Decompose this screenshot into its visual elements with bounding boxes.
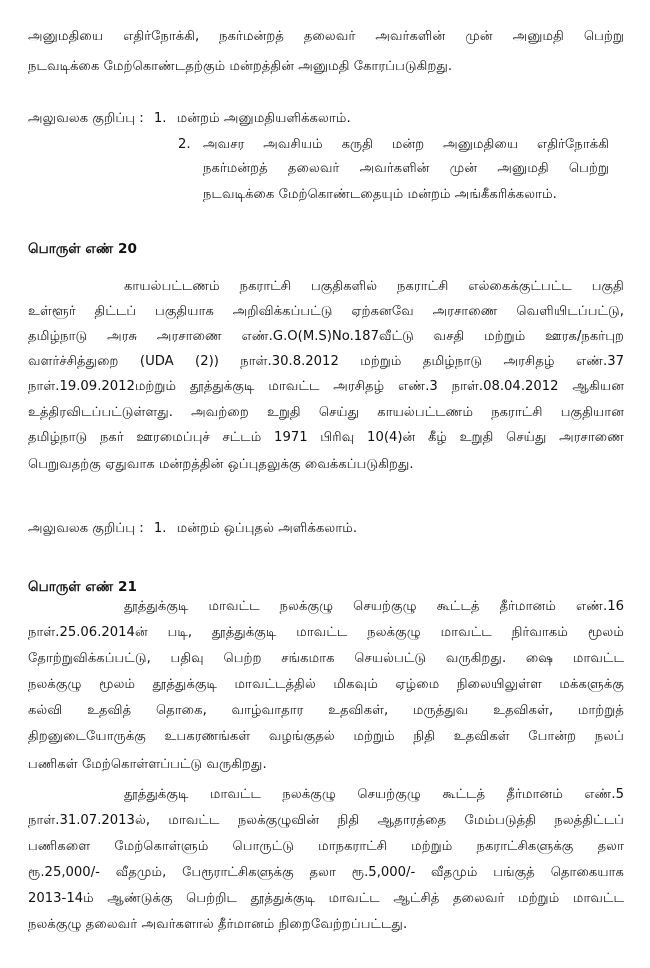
office-note-item-2-number: 2. [178,137,191,152]
subject-21-para-1-line: தூத்துக்குடி மாவட்ட நலக்குழு செயற்குழு கூட்டத் தீர்மானம் எண்.16 [124,599,624,614]
subject-20-line: தமிழ்நாடு நகர் ஊரமைப்புச் சட்டம் 1971 பிரிவு 10(4)ன் கீழ் உறுதி செய்து அரசாணை [28,430,624,445]
office-note-item-2-line-1: அவசர அவசியம் கருதி மன்ற அனுமதியை எதிர்நோக்கி [203,137,609,152]
subject-20-line: பெறுவதற்கு ஏதுவாக மன்றத்தின் ஒப்புதலுக்கு வைக்கப்படுகிறது. [28,457,414,472]
subject-20-line: நாள்.19.09.2012மற்றும் தூத்துக்குடி மாவட்ட அரசிதழ் எண்.3 நாள்.08.04.2012 ஆகியன [28,379,624,394]
subject-20-heading: பொருள் எண் 20 [28,241,137,257]
office-note-1-row [28,110,351,128]
subject-21-para-1-line: நலக்குழு மூலம் தூத்துக்குடி மாவட்டத்தில் மிகவும் ஏழ்மை நிலையிலுள்ள மக்களுக்கு [28,677,624,692]
subject-20-line: உத்திரவிடப்பட்டுள்ளது. அவற்றை உறுதி செய்து காயல்பட்டணம் நகராட்சி பகுதியான [28,405,624,420]
intro-line-1: அனுமதியை எதிர்நோக்கி, நகர்மன்றத் தலைவர் அவர்களின் முன் அனுமதி பெற்று [28,29,624,44]
subject-20-line: உள்ளூர் திட்டப் பகுதியாக அறிவிக்கப்பட்டு ஏற்கனவே அரசாணை வெளியிடப்பட்டு, [28,304,624,319]
subject-21-para-2-line: நலக்குழு தலைவர் அவர்களால் தீர்மானம் நிறைவேற்றப்பட்டது. [28,917,408,932]
office-note-item-number: 1. [153,111,167,126]
office-note-item-text: மன்றம் ஒப்புதல் அளிக்கலாம். [176,521,358,536]
subject-21-para-1-line: கல்வி உதவித் தொகை, வாழ்வாதார உதவிகள், மருத்துவ உதவிகள், மாற்றுத் [28,703,624,718]
office-note-item-2-line-2: நகர்மன்றத் தலைவர் அவர்களின் முன் அனுமதி பெற்று [203,161,609,176]
subject-20-line: காயல்பட்டணம் நகராட்சி பகுதிகளில் நகராட்சி எல்கைக்குட்பட்ட பகுதி [124,279,624,294]
subject-20-line: வளர்ச்சித்துறை (UDA (2)) நாள்.30.8.2012 மற்றும் தமிழ்நாடு அரசிதழ் எண்.37 [28,354,624,369]
office-note-item-2-line-3: நடவடிக்கை மேற்கொண்டதையும் மன்றம் அங்கீகரிக்கலாம். [203,187,557,202]
subject-21-para-2-line: 2013-14ம் ஆண்டுக்கு பெற்றிட தூத்துக்குடி மாவட்ட ஆட்சித் தலைவர் மற்றும் மாவட்ட [28,891,624,906]
office-note-2-row [28,520,357,538]
office-note-item-text: மன்றம் அனுமதியளிக்கலாம். [176,111,351,126]
subject-21-para-1-line: நாள்.25.06.2014ன் படி, தூத்துக்குடி மாவட்ட நலக்குழு மாவட்ட நிர்வாகம் மூலம் [28,625,624,640]
subject-21-para-1-line: பணிகள் மேற்கொள்ளப்பட்டு வருகிறது. [28,757,267,772]
office-note-label: அலுவலக குறிப்பு : [28,111,144,126]
intro-line-2: நடவடிக்கை மேற்கொண்டதற்கும் மன்றத்தின் அனுமதி கோரப்படுகிறது. [28,59,453,74]
subject-21-para-1-line: திறனுடையோருக்கு உபகரணங்கள் வழங்குதல் மற்றும் நிதி உதவிகள் போன்ற நலப் [28,729,624,744]
subject-21-para-1-line: தோற்றுவிக்கப்பட்டு, பதிவு பெற்ற சங்கமாக செயல்பட்டு வருகிறது. ஷை மாவட்ட [28,651,624,666]
office-note-item-number: 1. [153,521,167,536]
subject-21-para-2-line: ரூ.25,000/- வீதமும், பேரூராட்சிகளுக்கு தலா ரூ.5,000/- வீதமும் பங்குத் தொகையாக [28,865,624,880]
subject-20-line: தமிழ்நாடு அரசு அரசாணை எண்.G.O(M.S)No.187வீட்டு வசதி மற்றும் ஊரக/நகர்புற [28,329,624,344]
subject-21-para-2-line: பணிகளை மேற்கொள்ளும் பொருட்டு மாநகராட்சி மற்றும் நகராட்சிகளுக்கு தலா [28,839,624,854]
subject-21-para-2-line: நாள்.31.07.2013ல், மாவட்ட நலக்குழுவின் நிதி ஆதாரத்தை மேம்படுத்தி நலத்திட்டப் [28,813,624,828]
office-note-label: அலுவலக குறிப்பு : [28,521,144,536]
subject-21-heading: பொருள் எண் 21 [28,579,137,595]
subject-21-para-2-line: தூத்துக்குடி மாவட்ட நலக்குழு செயற்குழு கூட்டத் தீர்மானம் எண்.5 [124,787,624,802]
